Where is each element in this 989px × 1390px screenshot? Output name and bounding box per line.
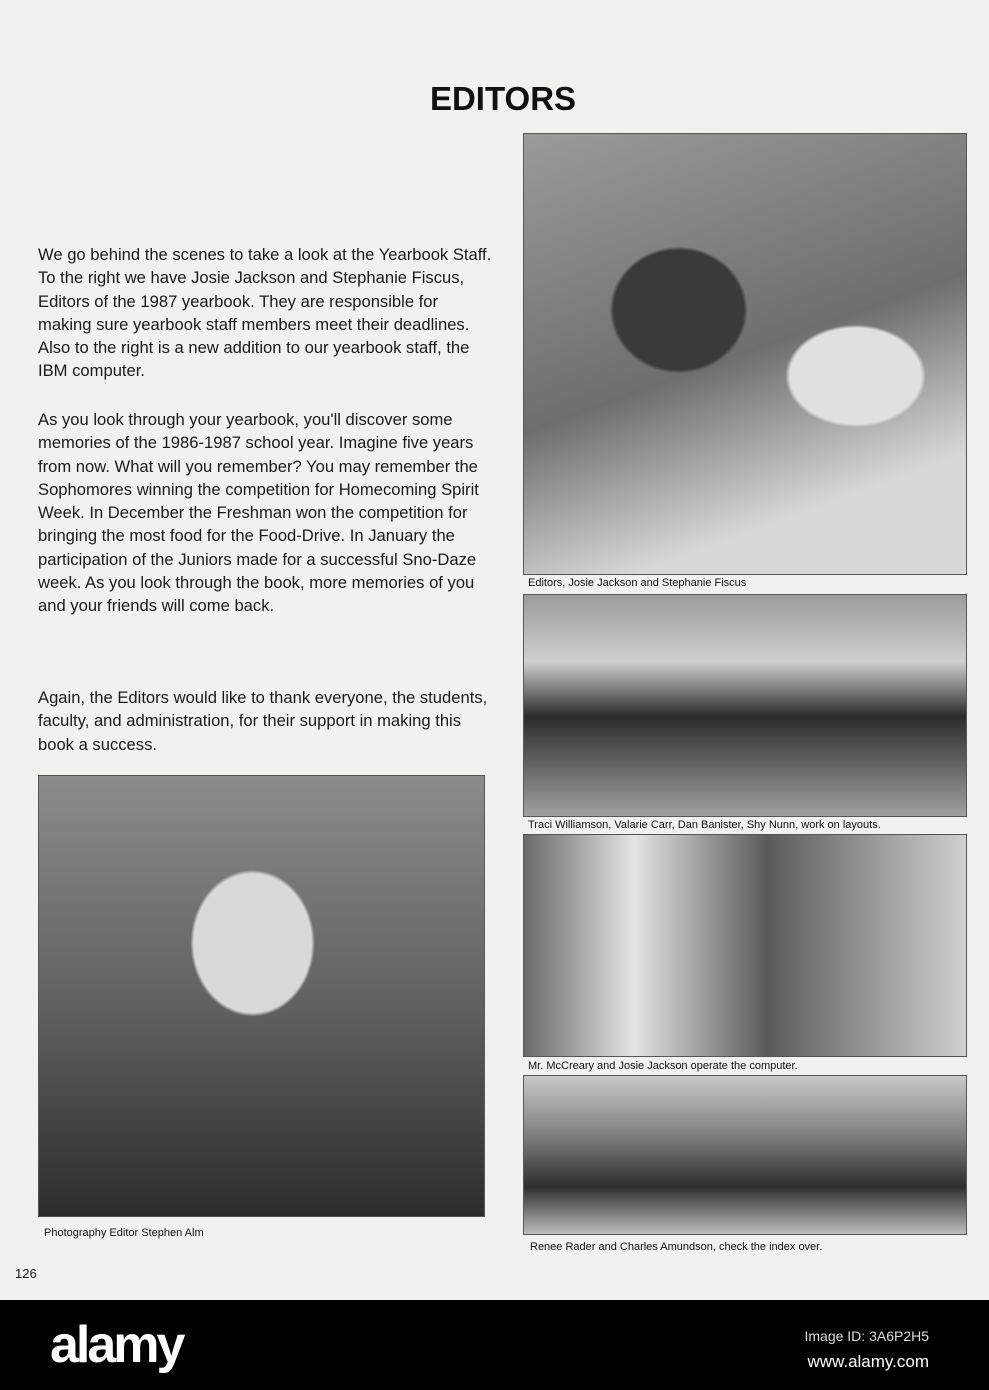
image-id: Image ID: 3A6P2H5 (804, 1328, 929, 1344)
index-photo (523, 1075, 967, 1235)
computer-photo (523, 834, 967, 1057)
layouts-caption: Traci Williamson, Valarie Carr, Dan Banister, Shy Nunn, work on layouts. (528, 819, 881, 831)
editors-caption: Editors, Josie Jackson and Stephanie Fiscus (528, 577, 747, 589)
site-url: www.alamy.com (807, 1352, 929, 1371)
page-title: EDITORS (429, 80, 577, 117)
photo-editor-caption: Photography Editor Stephen Alm (44, 1227, 204, 1239)
page-number: 126 (15, 1266, 37, 1281)
photo-editor-portrait (38, 775, 485, 1217)
thanks-paragraph: Again, the Editors would like to thank everyone, the students, faculty, and administration, for their support in making this book a success. (38, 688, 488, 754)
layouts-photo (523, 594, 967, 817)
alamy-logo: alamy (50, 1316, 183, 1374)
memories-paragraph: As you look through your yearbook, you'll discover some memories of the 1986-1987 school year. Imagine five years from now. What will you remember? You may remember the Sophomores winning the competition for Homecoming Spirit Week. In December the Freshman won the competition for bringing the most food for the Food-Drive. In January the participation of the Juniors made for a successful Sno-Daze week. As you look through the book, more memories of you and your friends will come back. (38, 410, 479, 616)
intro-paragraph: We go behind the scenes to take a look at the Yearbook Staff. To the right we have Josie Jackson and Stephanie Fiscus, Editors of the 1987 yearbook. They are responsible for making sure yearbook staff members meet their deadlines. Also to the right is a new addition to our yearbook staff, the IBM computer. (38, 245, 492, 381)
computer-caption: Mr. McCreary and Josie Jackson operate the computer. (528, 1060, 798, 1072)
editors-photo (523, 133, 967, 575)
index-caption: Renee Rader and Charles Amundson, check the index over. (530, 1241, 823, 1253)
